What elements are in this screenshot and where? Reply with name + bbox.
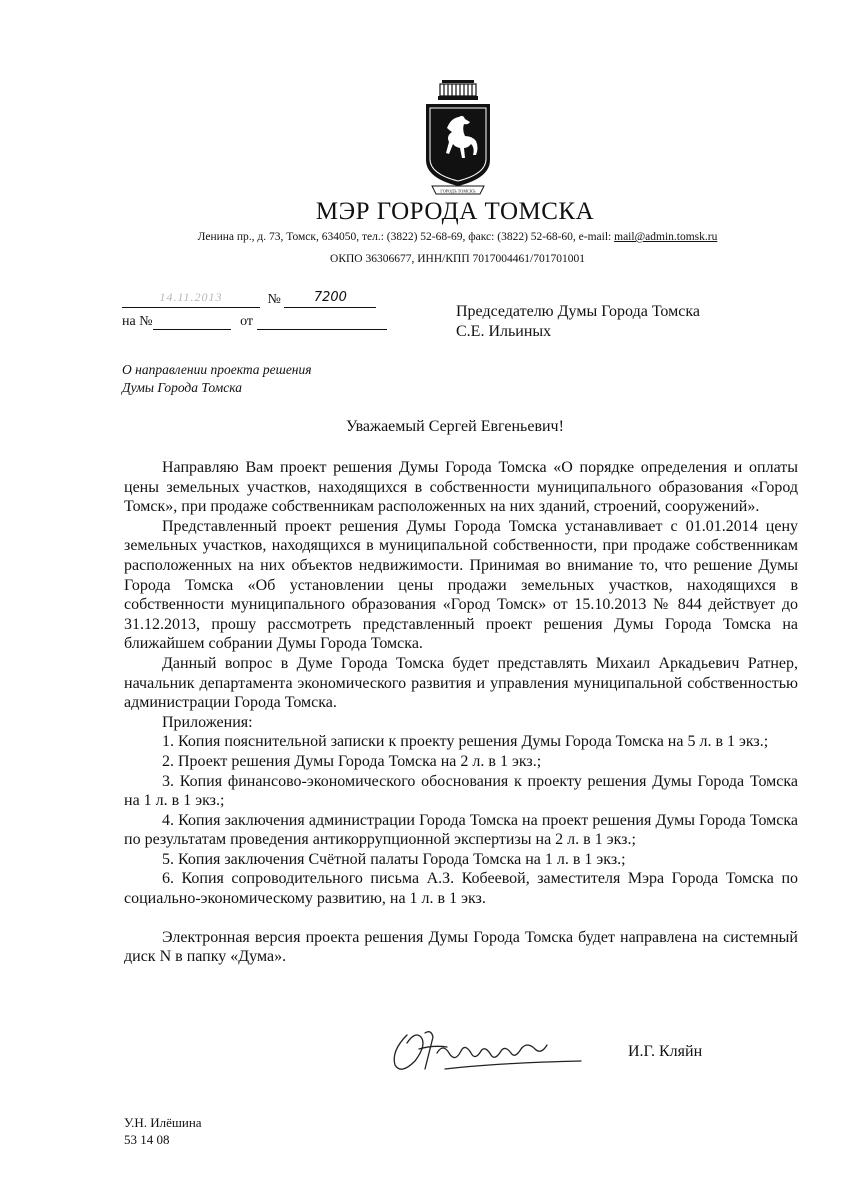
addressee-block [456,302,700,342]
number-label: № [267,292,281,307]
issuer-address [0,231,850,243]
attachment-item: 3. Копия финансово-экономического обоснования к проекту решения Думы Города Томска на 1 л. в 1 экз.; [124,772,798,810]
attachment-item: 6. Копия сопроводительного письма А.З. Кобеевой, заместителя Мэра Города Томска по социально-экономическому развитию, на 1 л. в 1 экз. [124,870,798,908]
date-field [122,290,260,308]
closing-paragraph: Электронная версия проекта решения Думы Города Томска будет направлена на системный диск N в папку «Дума». [124,928,798,966]
attachment-item: 4. Копия заключения администрации Города Томска на проект решения Думы Города Томска по результатам проведения антикоррупционной экспертизы на 2 л. в 1 экз.; [124,811,798,849]
reference-from-label: от [240,314,254,329]
executor-phone: 53 14 08 [124,1132,170,1147]
issuer-codes: ОКПО 36306677, ИНН/КПП 7017004461/701701001 [330,253,585,265]
paragraph-3: Данный вопрос в Думе Города Томска будет представлять Михаил Аркадьевич Ратнер, начальник департамента экономического развития и управления муниципальной собственностью администрации Города Томска. [124,654,798,712]
subject-line-1: О направлении проекта решения [122,362,312,377]
executor-block [124,1114,202,1148]
reference-number-field [153,315,231,330]
address-text: Ленина пр., д. 73, Томск, 634050, тел.: (3822) 52-68-69, факс: (3822) 52-68-60, e-mail: [197,231,615,243]
reference-prefix: на № [122,314,153,329]
registration-line [122,292,376,308]
subject-line-2: Думы Города Томска [122,380,242,395]
addressee-name: С.Е. Ильиных [456,323,552,340]
handwritten-signature [385,1023,585,1083]
number-field [284,290,376,308]
attachment-item: 2. Проект решения Думы Города Томска на 2 л. в 1 экз.; [162,752,542,770]
registration-date: 14.11.2013 [159,290,223,304]
reference-line [122,314,387,330]
signer-name: И.Г. Кляйн [628,1043,703,1060]
letter-body [124,458,798,967]
attachments-title: Приложения: [162,713,253,731]
paragraph-1: Направляю Вам проект решения Думы Города Томска «О порядке определения и оплаты цены земельных участков, находящихся в собственности муниципального образования «Город Томск», при продаже собственникам расположенных на них зданий, строений, сооружений». [124,459,798,516]
addressee-position: Председателю Думы Города Томска [456,303,700,320]
attachment-item: 5. Копия заключения Счётной палаты Города Томска на 1 л. в 1 экз.; [162,850,626,868]
issuer-title: МЭР ГОРОДА ТОМСКА [315,198,595,225]
paragraph-2: Представленный проект решения Думы Города Томска устанавливает с 01.01.2014 цену земельных участков, находящихся в муниципальной собственности, при продаже собственникам расположенных на них объектов недвижимости. Принимая во внимание то, что решение Думы Города Томска «Об установлении цены продажи земельных участков, находящихся в собственности муниципального образования «Город Томск» от 15.10.2013 № 844 действует до 31.12.2013, прошу рассмотреть представленный проект решения Думы Города Томска на ближайшем собрании Думы Города Томска. [124,517,798,653]
registration-number: 7200 [313,290,347,305]
email-link[interactable]: mail@admin.tomsk.ru [614,231,718,243]
greeting: Уважаемый Сергей Евгеньевич! [346,418,564,435]
attachment-item: 1. Копия пояснительной записки к проекту решения Думы Города Томска на 5 л. в 1 экз.; [162,733,769,751]
coat-of-arms-emblem [418,78,498,198]
ribbon-text: ГОРОДЪ ТОМСКЪ [440,188,476,194]
crown-icon [438,80,478,100]
reference-date-field [257,315,387,330]
executor-name: У.Н. Илёшина [124,1115,202,1130]
subject-block [122,361,312,397]
